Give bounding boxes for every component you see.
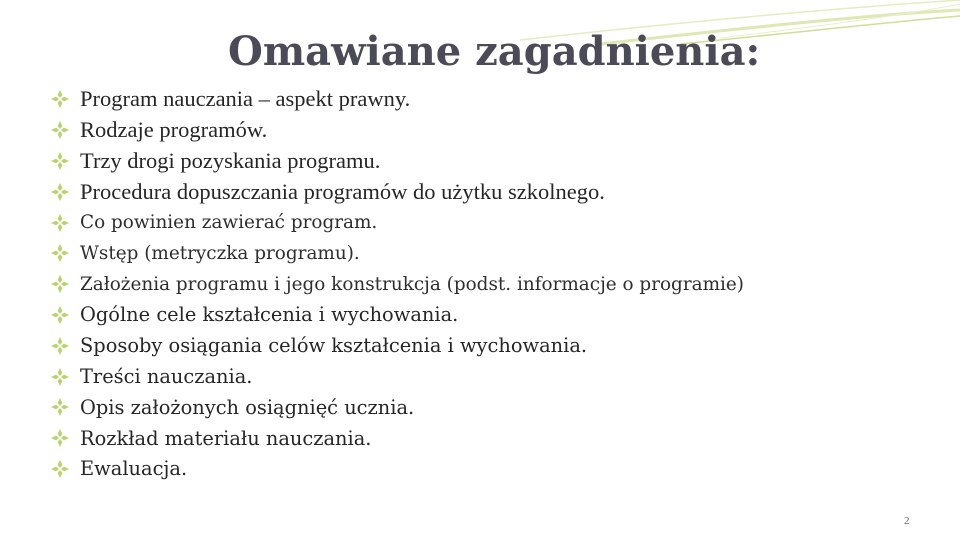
list-item-text: Procedura dopuszczania programów do użytku szkolnego.	[80, 178, 605, 204]
list-item-text: Ogólne cele kształcenia i wychowania.	[80, 303, 459, 327]
four-petal-diamond-icon	[50, 459, 70, 479]
list-item	[50, 176, 744, 207]
list-item	[50, 207, 744, 238]
list-item-text: Wstęp (metryczka programu).	[80, 242, 360, 264]
list-item	[50, 300, 744, 331]
list-item	[50, 423, 744, 454]
four-petal-diamond-icon	[50, 243, 70, 263]
four-petal-diamond-icon	[50, 120, 70, 140]
list-item-text: Rodzaje programów.	[80, 117, 268, 143]
list-item-text: Trzy drogi pozyskania programu.	[80, 147, 381, 173]
four-petal-diamond-icon	[50, 274, 70, 294]
list-item	[50, 361, 744, 392]
list-item	[50, 330, 744, 361]
four-petal-diamond-icon	[50, 213, 70, 233]
four-petal-diamond-icon	[50, 182, 70, 202]
list-item-text: Rozkład materiału nauczania.	[80, 426, 372, 450]
list-item	[50, 146, 744, 177]
list-item-text: Treści nauczania.	[80, 365, 253, 389]
four-petal-diamond-icon	[50, 367, 70, 387]
list-item	[50, 269, 744, 300]
four-petal-diamond-icon	[50, 305, 70, 325]
slide-title: Omawiane zagadnienia:	[228, 28, 761, 75]
list-item	[50, 238, 744, 269]
four-petal-diamond-icon	[50, 397, 70, 417]
list-item-text: Co powinien zawierać program.	[80, 212, 378, 234]
list-item-text: Program nauczania – aspekt prawny.	[80, 86, 411, 112]
list-item-text: Sposoby osiągania celów kształcenia i wychowania.	[80, 334, 588, 358]
list-item-text: Założenia programu i jego konstrukcja (podst. informacje o programie)	[80, 273, 744, 295]
list-item	[50, 84, 744, 115]
list-item	[50, 392, 744, 423]
list-item	[50, 115, 744, 146]
page-number: 2	[904, 515, 910, 527]
four-petal-diamond-icon	[50, 89, 70, 109]
topic-list	[50, 84, 744, 484]
four-petal-diamond-icon	[50, 151, 70, 171]
list-item-text: Ewaluacja.	[80, 457, 188, 481]
four-petal-diamond-icon	[50, 336, 70, 356]
list-item-text: Opis założonych osiągnięć ucznia.	[80, 395, 415, 419]
four-petal-diamond-icon	[50, 428, 70, 448]
list-item	[50, 454, 744, 485]
